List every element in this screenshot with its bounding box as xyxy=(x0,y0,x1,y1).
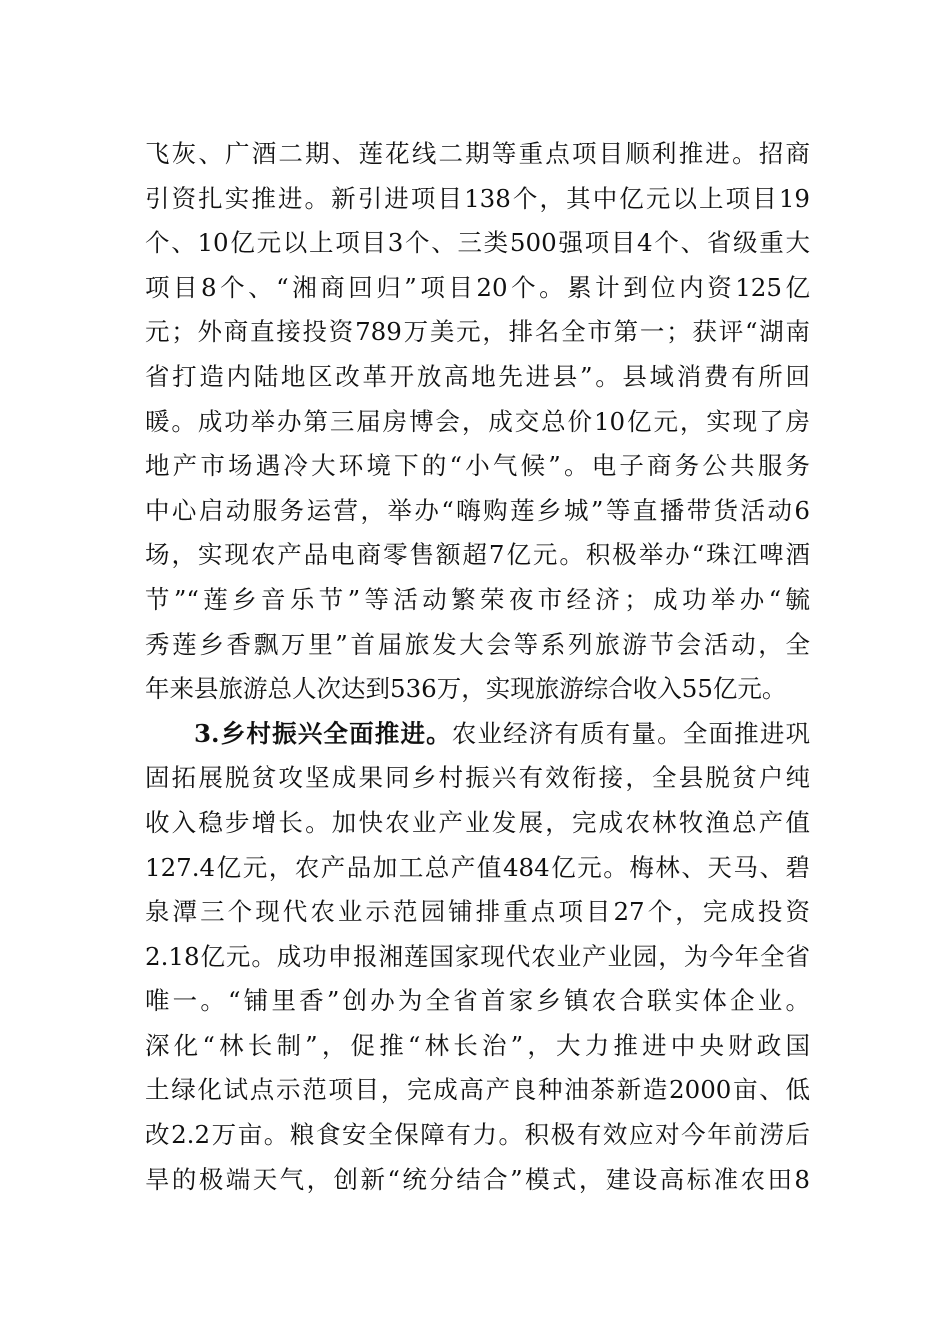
paragraph-1-line: 暖。成功举办第三届房博会，成交总价10亿元，实现了房 xyxy=(145,406,810,436)
paragraph-1-line: 场，实现农产品电商零售额超7亿元。积极举办“珠江啤酒 xyxy=(145,540,810,570)
paragraph-2-line: 泉潭三个现代农业示范园铺排重点项目27个，完成投资 xyxy=(145,897,810,927)
paragraph-1-line: 项目8个、“湘商回归”项目20个。累计到位内资125亿 xyxy=(145,272,810,302)
paragraph-2-line: 2.18亿元。成功申报湘莲国家现代农业产业园，为今年全省 xyxy=(145,941,810,971)
paragraph-2-line: 收入稳步增长。加快农业产业发展，完成农林牧渔总产值 xyxy=(145,807,810,837)
paragraph-2-line: 深化“林长制”，促推“林长治”，大力推进中央财政国 xyxy=(145,1030,810,1060)
paragraph-1-line: 节”“莲乡音乐节”等活动繁荣夜市经济；成功举办“毓 xyxy=(145,584,810,614)
paragraph-2-line: 127.4亿元，农产品加工总产值484亿元。梅林、天马、碧 xyxy=(145,852,810,882)
section-heading: 3.乡村振兴全面推进。 xyxy=(194,718,452,748)
paragraph-2-line: 固拓展脱贫攻坚成果同乡村振兴有效衔接，全县脱贫户纯 xyxy=(145,763,810,793)
paragraph-1-line: 秀莲乡香飘万里”首届旅发大会等系列旅游节会活动，全 xyxy=(145,629,810,659)
paragraph-1-line: 引资扎实推进。新引进项目138个，其中亿元以上项目19 xyxy=(145,183,810,213)
paragraph-2-line: 土绿化试点示范项目，完成高产良种油茶新造2000亩、低 xyxy=(145,1075,810,1105)
paragraph-2-line: 唯一。“铺里香”创办为全省首家乡镇农合联实体企业。 xyxy=(145,986,810,1016)
paragraph-2-line: 旱的极端天气，创新“统分结合”模式，建设高标准农田8 xyxy=(145,1164,810,1194)
paragraph-1-line: 个、10亿元以上项目3个、三类500强项目4个、省级重大 xyxy=(145,228,810,258)
paragraph-1-line: 地产市场遇冷大环境下的“小气候”。电子商务公共服务 xyxy=(145,451,810,481)
paragraph-2-line: 改2.2万亩。粮食安全保障有力。积极有效应对今年前涝后 xyxy=(145,1120,810,1150)
paragraph-1 xyxy=(145,132,810,712)
paragraph-1-line: 中心启动服务运营，举办“嗨购莲乡城”等直播带货活动6 xyxy=(145,495,810,525)
paragraph-2-first-line-text: 农业经济有质有量。全面推进巩 xyxy=(451,718,810,748)
paragraph-2-first-line xyxy=(145,712,810,757)
body-text xyxy=(145,132,810,1202)
paragraph-1-line: 元；外商直接投资789万美元，排名全市第一；获评“湖南 xyxy=(145,317,810,347)
paragraph-2 xyxy=(145,712,810,1203)
paragraph-1-line: 省打造内陆地区改革开放高地先进县”。县域消费有所回 xyxy=(145,361,810,391)
paragraph-1-line: 飞灰、广酒二期、莲花线二期等重点项目顺利推进。招商 xyxy=(145,139,810,168)
paragraph-1-line: 年来县旅游总人次达到536万，实现旅游综合收入55亿元。 xyxy=(145,674,787,704)
